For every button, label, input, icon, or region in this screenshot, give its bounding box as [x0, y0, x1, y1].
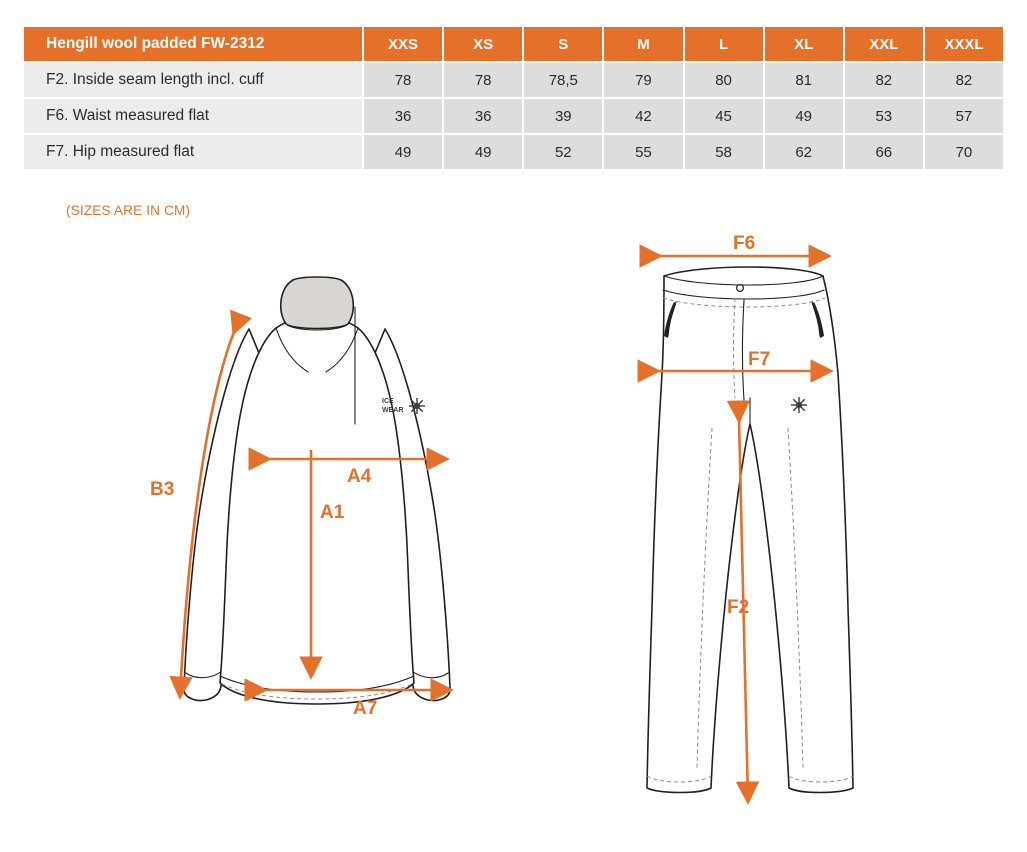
label-b3: B3: [150, 479, 175, 500]
size-header-s: S: [523, 26, 603, 62]
table-row: [23, 98, 1004, 134]
cell-f7-xl: 62: [764, 134, 844, 170]
cell-f2-m: 79: [603, 62, 683, 98]
brand-mark-icon: [791, 397, 807, 413]
cell-f2-s: 78,5: [523, 62, 603, 98]
label-f7: F7: [748, 349, 771, 370]
cell-f6-xxl: 53: [844, 98, 924, 134]
cell-f7-xxxl: 70: [924, 134, 1004, 170]
cell-f2-l: 80: [684, 62, 764, 98]
product-title-cell: Hengill wool padded FW-2312: [23, 26, 363, 62]
svg-text:ICE: ICE: [382, 398, 394, 405]
cell-f2-xs: 78: [443, 62, 523, 98]
label-a1: A1: [320, 502, 345, 523]
cell-f6-s: 39: [523, 98, 603, 134]
size-header-l: L: [684, 26, 764, 62]
units-note: (SIZES ARE IN CM): [66, 203, 191, 218]
measurement-label-f6: F6. Waist measured flat: [23, 98, 363, 134]
cell-f2-xxxl: 82: [924, 62, 1004, 98]
cell-f7-xxs: 49: [363, 134, 443, 170]
table-row: [23, 62, 1004, 98]
size-header-xxxl: XXXL: [924, 26, 1004, 62]
cell-f6-l: 45: [684, 98, 764, 134]
size-table-head: [23, 26, 1004, 62]
size-table-header-row: [23, 26, 1004, 62]
cell-f7-xs: 49: [443, 134, 523, 170]
size-header-m: M: [603, 26, 683, 62]
cell-f2-xxl: 82: [844, 62, 924, 98]
svg-text:WEAR: WEAR: [382, 407, 404, 414]
measurement-label-f2: F2. Inside seam length incl. cuff: [23, 62, 363, 98]
label-f2: F2: [727, 597, 750, 618]
label-f6: F6: [733, 233, 756, 254]
table-row: [23, 134, 1004, 170]
size-table-body: [23, 62, 1004, 170]
cell-f2-xl: 81: [764, 62, 844, 98]
label-a7: A7: [353, 698, 378, 719]
cell-f7-l: 58: [684, 134, 764, 170]
size-header-xs: XS: [443, 26, 523, 62]
cell-f7-xxl: 66: [844, 134, 924, 170]
cell-f2-xxs: 78: [363, 62, 443, 98]
garment-diagrams: [0, 228, 1027, 852]
cell-f6-xxs: 36: [363, 98, 443, 134]
size-header-xxl: XXL: [844, 26, 924, 62]
trousers-illustration: [647, 233, 853, 801]
cell-f7-m: 55: [603, 134, 683, 170]
label-a4: A4: [347, 466, 372, 487]
size-header-xxs: XXS: [363, 26, 443, 62]
size-table: [22, 25, 1005, 171]
size-header-xl: XL: [764, 26, 844, 62]
cell-f6-m: 42: [603, 98, 683, 134]
cell-f6-xl: 49: [764, 98, 844, 134]
measurement-label-f7: F7. Hip measured flat: [23, 134, 363, 170]
cell-f6-xxxl: 57: [924, 98, 1004, 134]
cell-f6-xs: 36: [443, 98, 523, 134]
cell-f7-s: 52: [523, 134, 603, 170]
sweater-illustration: [150, 277, 450, 719]
